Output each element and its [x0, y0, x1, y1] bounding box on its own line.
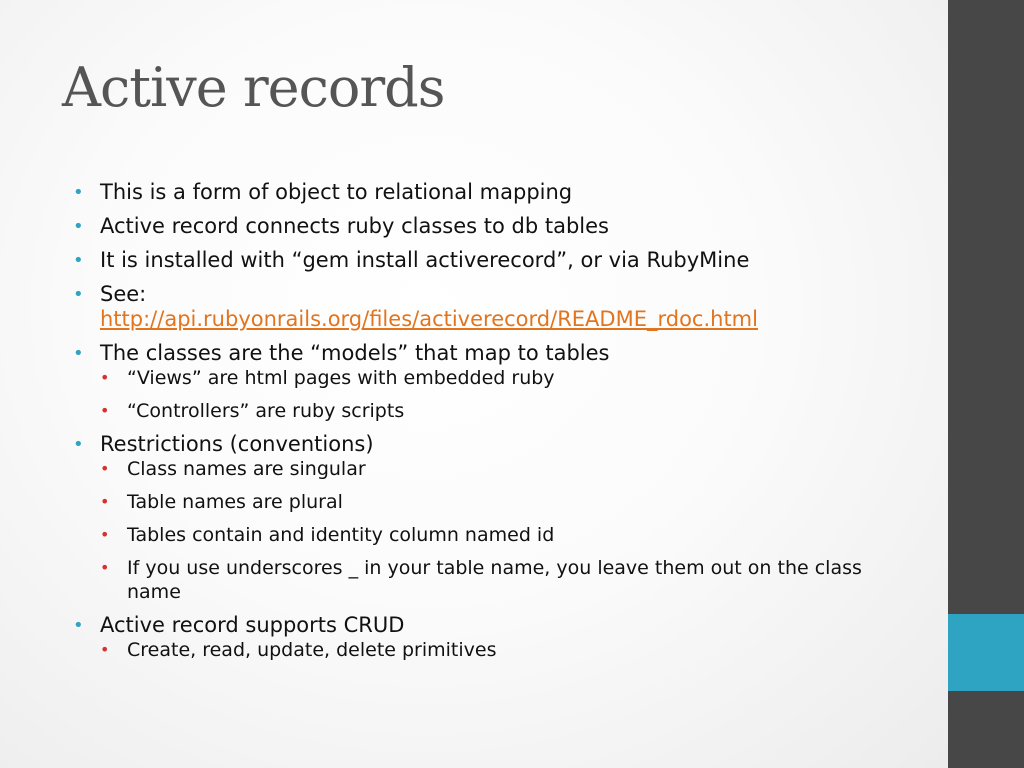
- bullet-item: [73, 432, 893, 604]
- bullet-item: [73, 613, 893, 662]
- sub-bullet-item: [100, 523, 893, 547]
- bullet-content: [73, 180, 893, 671]
- bullet-text: The classes are the “models” that map to tables: [100, 341, 610, 365]
- sub-bullet-dot-icon: •: [100, 401, 110, 420]
- sub-bullet-item: [100, 556, 893, 604]
- bullet-item: [73, 282, 893, 332]
- bullet-item: [73, 214, 893, 239]
- bullet-text: This is a form of object to relational mapping: [100, 180, 573, 204]
- bullet-list: [73, 180, 893, 662]
- sidebar-accent-block: [948, 614, 1024, 691]
- bullet-dot-icon: •: [73, 216, 84, 237]
- bullet-dot-icon: •: [73, 434, 84, 455]
- sub-bullet-dot-icon: •: [100, 640, 110, 659]
- bullet-item: [73, 341, 893, 423]
- sub-bullet-list: [100, 638, 893, 662]
- sub-bullet-item: [100, 457, 893, 481]
- sub-bullet-dot-icon: •: [100, 459, 110, 478]
- bullet-text: Active record supports CRUD: [100, 613, 405, 637]
- sub-bullet-dot-icon: •: [100, 525, 110, 544]
- sub-bullet-item: [100, 399, 893, 423]
- bullet-text: Active record connects ruby classes to db tables: [100, 214, 609, 238]
- bullet-text: It is installed with “gem install activerecord”, or via RubyMine: [100, 248, 750, 272]
- slide-title: Active records: [62, 56, 445, 119]
- sub-bullet-text: Class names are singular: [127, 458, 366, 480]
- bullet-dot-icon: •: [73, 284, 84, 305]
- sub-bullet-text: Create, read, update, delete primitives: [127, 639, 497, 661]
- sub-bullet-text: Tables contain and identity column named id: [127, 524, 555, 546]
- bullet-text: Restrictions (conventions): [100, 432, 374, 456]
- sub-bullet-text: “Controllers” are ruby scripts: [127, 400, 405, 422]
- bullet-item: [73, 248, 893, 273]
- sub-bullet-list: [100, 457, 893, 604]
- sub-bullet-text: “Views” are html pages with embedded ruby: [127, 367, 555, 389]
- bullet-text: See:: [100, 282, 147, 306]
- sub-bullet-text: If you use underscores _ in your table name, you leave them out on the class name: [127, 557, 862, 603]
- bullet-dot-icon: •: [73, 182, 84, 203]
- bullet-dot-icon: •: [73, 250, 84, 271]
- bullet-item: [73, 180, 893, 205]
- sub-bullet-dot-icon: •: [100, 368, 110, 387]
- sub-bullet-item: [100, 366, 893, 390]
- bullet-dot-icon: •: [73, 615, 84, 636]
- bullet-dot-icon: •: [73, 343, 84, 364]
- sub-bullet-item: [100, 638, 893, 662]
- sub-bullet-dot-icon: •: [100, 492, 110, 511]
- readme-link[interactable]: http://api.rubyonrails.org/files/activerecord/README_rdoc.html: [100, 307, 758, 331]
- sub-bullet-text: Table names are plural: [127, 491, 343, 513]
- sub-bullet-dot-icon: •: [100, 558, 110, 577]
- sub-bullet-item: [100, 490, 893, 514]
- sub-bullet-list: [100, 366, 893, 423]
